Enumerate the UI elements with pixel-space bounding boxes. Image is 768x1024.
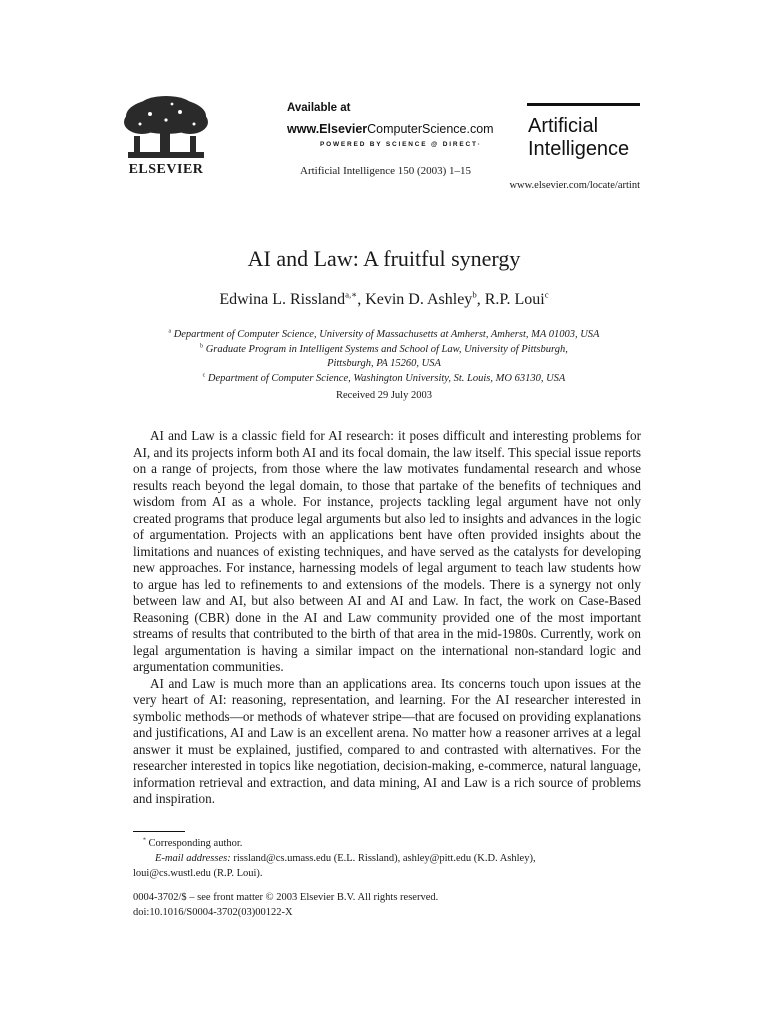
publisher-name: ELSEVIER	[128, 162, 204, 177]
affiliation-text: Graduate Program in Intelligent Systems and School of Law, University of Pittsburgh,	[205, 344, 568, 355]
affiliation-b	[0, 344, 768, 355]
affiliation-text: Department of Computer Science, University of Massachusetts at Amherst, Amherst, MA 01003, USA	[173, 329, 600, 340]
received-date: Received 29 July 2003	[336, 390, 432, 401]
bottom-info	[133, 890, 641, 920]
affiliation-mark: a	[168, 328, 172, 335]
url-bold-part: www.Elsevier	[287, 122, 368, 136]
sciencedirect-url[interactable]	[287, 122, 494, 136]
journal-url[interactable]: www.elsevier.com/locate/artint	[509, 180, 640, 191]
affiliation-a	[0, 329, 768, 340]
affiliation-text: Department of Computer Science, Washington University, St. Louis, MO 63130, USA	[207, 373, 566, 384]
affiliation-b-cont	[0, 358, 768, 369]
footnote-emails-cont[interactable]: loui@cs.wustl.edu (R.P. Loui).	[133, 868, 263, 879]
footnote-emails	[133, 851, 641, 866]
body-paragraph: AI and Law is a classic field for AI research: it poses difficult and interesting problems for AI, and its projects inform both AI and its focal domain, the law itself. This special issue reports on a range of projects, from those where the law motivates fundamental research and whose results reach beyond the legal domain, to those that partake of the benefits of techniques and wisdom from AI as a whole. For instance, projects tackling legal argument have not only created programs that produce legal arguments but also led to insights and advances in the logic of argumentation. Projects with an applications bent have often provided insights about the limitations and nuances of existing techniques, and have served as the catalysts for developing new approaches. For instance, harnessing models of legal argument to teach law students how to argue has led to refinements to and extensions of the models. There is a synergy not only between law and AI, but also between AI and AI and Law. In fact, the work on Case-Based Reasoning (CBR) done in the AI and Law community provided one of the most important streams of results that contributed to the birth of that area in the mid-1980s. Currently, work on legal argumentation is having a similar impact on the international non-standard logic and argumentation communities.	[133, 428, 641, 674]
affiliation-text: Pittsburgh, PA 15260, USA	[327, 358, 441, 369]
doi[interactable]: doi:10.1016/S0004-3702(03)00122-X	[133, 907, 293, 918]
author-name: Kevin D. Ashley	[365, 291, 473, 308]
author-affiliation-mark: a,∗	[345, 289, 358, 300]
affiliation-c	[0, 373, 768, 384]
journal-citation: Artificial Intelligence 150 (2003) 1–15	[300, 165, 472, 177]
email-addresses[interactable]: rissland@cs.umass.edu (E.L. Rissland), ashley@pitt.edu (K.D. Ashley),	[233, 853, 536, 864]
body-paragraph: AI and Law is much more than an applications area. Its concerns touch upon issues at the very heart of AI: reasoning, representation, and learning. For the AI researcher interested in symbolic methods—or methods of whatever stripe—that are focused on providing explanations and justifications, AI and Law is an excellent arena. No matter how a reasoner arrives at a legal answer it must be explained, justified, compared to and contrasted with alternatives. For the researcher interested in topics like negotiation, decision-making, e-commerce, natural language, information retrieval and extraction, and data mining, AI and Law is a rich source of problems and inspiration.	[133, 675, 641, 806]
journal-name-line2: Intelligence	[528, 138, 630, 160]
affiliation-mark: c	[202, 372, 206, 379]
author-name: Edwina L. Rissland	[219, 291, 346, 308]
author-list	[0, 291, 768, 309]
footnote-rule	[133, 831, 185, 832]
author-separator: ,	[357, 291, 366, 308]
journal-rule	[527, 103, 640, 106]
author-name: R.P. Loui	[484, 291, 545, 308]
email-label: E-mail addresses:	[155, 853, 231, 864]
article-title: AI and Law: A fruitful synergy	[247, 246, 521, 271]
footnote-corresponding	[133, 836, 641, 851]
issn-copyright: 0004-3702/$ – see front matter © 2003 Elsevier B.V. All rights reserved.	[133, 892, 439, 903]
url-rest-part: ComputerScience.com	[367, 122, 494, 136]
author-affiliation-mark: b	[472, 289, 477, 300]
journal-name	[528, 115, 629, 161]
footnote	[133, 836, 641, 881]
affiliation-mark: b	[200, 343, 204, 350]
journal-name-line1: Artificial	[528, 115, 599, 137]
author-affiliation-mark: c	[544, 289, 549, 300]
author-separator: ,	[476, 291, 485, 308]
available-at-label: Available at	[287, 102, 351, 114]
powered-by-sciencedirect: POWERED BY SCIENCE @ DIRECT·	[320, 141, 482, 148]
article-body	[133, 428, 641, 808]
footnote-text: Corresponding author.	[148, 838, 243, 849]
footnote-mark: *	[143, 837, 146, 844]
